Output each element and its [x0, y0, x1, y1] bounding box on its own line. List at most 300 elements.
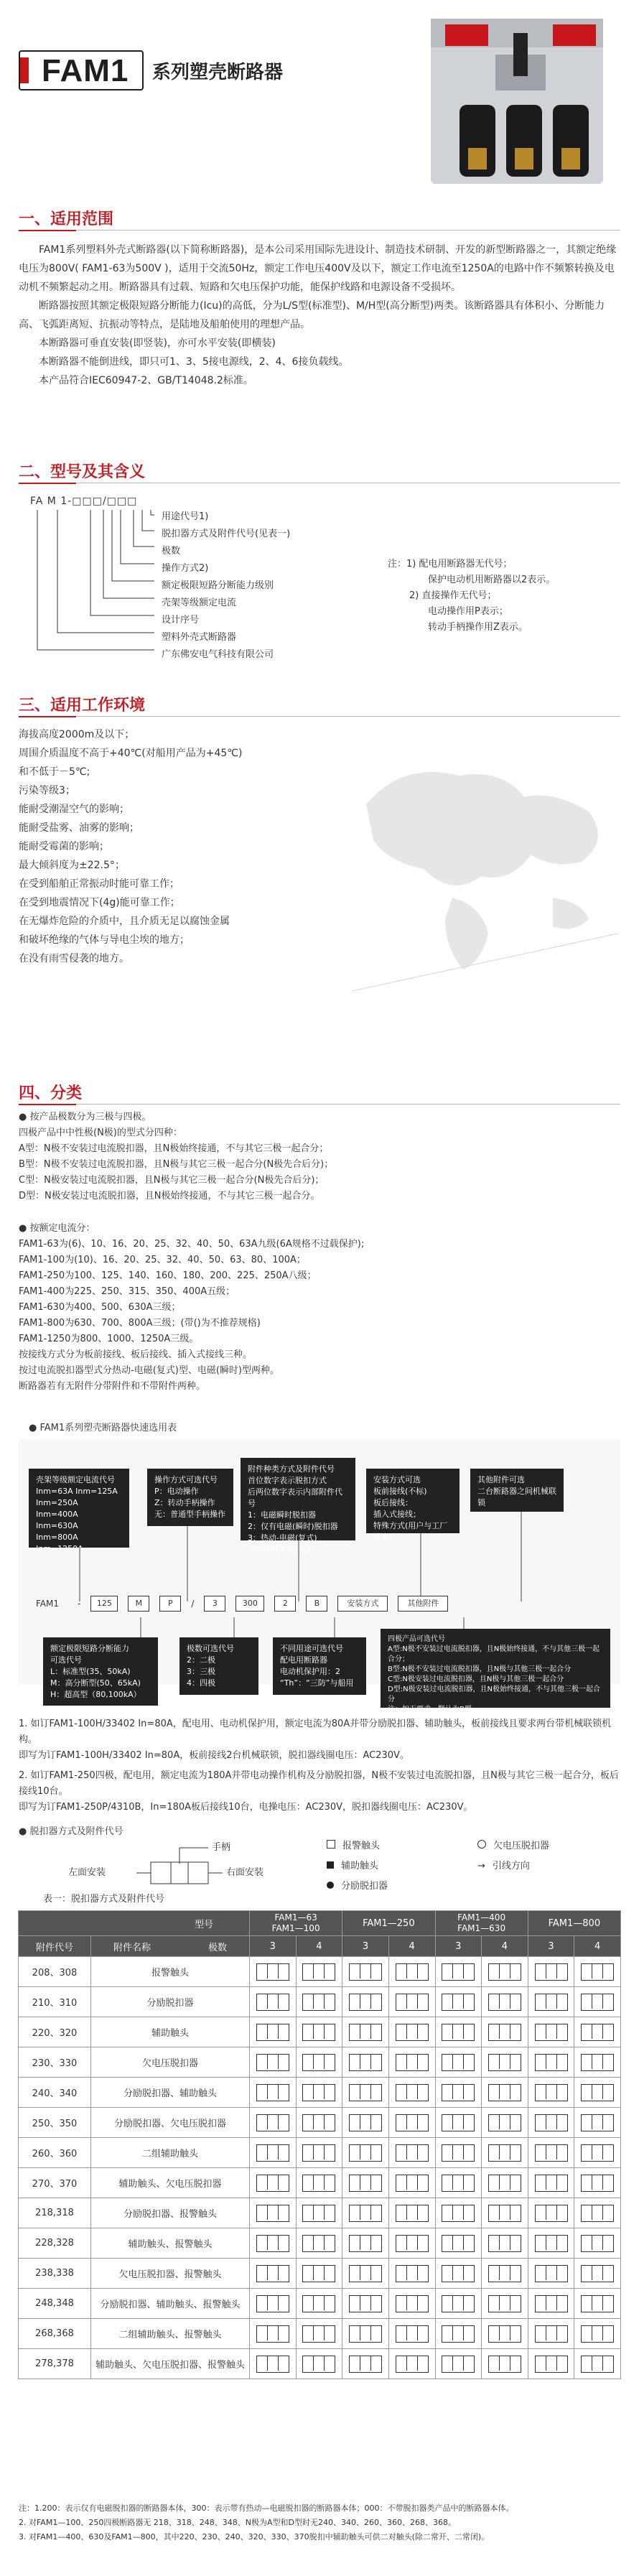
breaker-symbol-icon: [442, 2325, 475, 2343]
example-line: 1. 如订FAM1-100H/33402 In=80A，配电用、电动机保护用，额定电流为80A并带分励脱扣器、辅助触头，板前接线且要求两台带机械联锁机构。: [19, 1719, 612, 1745]
env-line: 在受到船舶正常振动时能可靠工作；: [19, 878, 179, 890]
breaker-symbol-icon: [302, 2114, 335, 2131]
accessory-symbol-cell: [528, 2349, 574, 2379]
class-line: ● 按产品极数分为三极与四极。: [19, 1112, 151, 1122]
paragraph: 本断路器可垂直安装(即竖装)，亦可水平安装(即横装): [39, 338, 276, 349]
accessory-symbol-cell: [574, 1957, 621, 1987]
breaker-symbol-icon: [535, 2265, 568, 2282]
accessory-symbol-cell: [296, 1957, 342, 1987]
breaker-symbol-icon: [256, 2356, 289, 2373]
breaker-symbol-icon: [256, 2114, 289, 2131]
class-line: 按过电流脱扣器型式分热动-电磁(复式)型、电磁(瞬时)型两种。: [19, 1365, 279, 1376]
accessory-name: 报警触头: [91, 1957, 250, 1987]
order-code-box: 300: [235, 1596, 264, 1612]
accessory-symbol-cell: [574, 2168, 621, 2198]
accessory-name: 辅助触头、报警触头: [91, 2228, 250, 2259]
breaker-symbol-icon: [302, 2024, 335, 2041]
accessory-symbol-cell: [528, 2259, 574, 2289]
class-line: FAM1-100为(10)、16、20、25、32、40、50、63、80、100A；: [19, 1255, 306, 1265]
breaker-symbol-icon: [488, 2325, 521, 2343]
accessory-symbol-cell: [528, 2319, 574, 2349]
table-header-pole: 4: [296, 1936, 342, 1957]
accessory-symbol-cell: [528, 2047, 574, 2078]
breaker-symbol-icon: [396, 2054, 429, 2071]
class-line: ● 按额定电流分：: [19, 1223, 95, 1234]
accessory-symbol-cell: [435, 1957, 482, 1987]
table-row: [19, 2259, 621, 2289]
order-examples: [19, 1716, 620, 1815]
breaker-symbol-icon: [535, 2205, 568, 2222]
accessory-symbol-cell: [435, 2198, 482, 2228]
breaker-symbol-icon: [488, 2144, 521, 2162]
model-code-bracket-lines: [29, 506, 158, 671]
example-line: 即写为订FAM1-100H/33402 In=80A，板前接线2台机械联锁，脱扣器线圈电压：AC230V。: [19, 1750, 409, 1761]
accessory-code: 238,338: [19, 2259, 91, 2289]
paragraph: 断路器按照其额定极限短路分断能力(Icu)的高低，分为L/S型(标准型)、M/H型(高分断型)两类。该断路器具有体积小、分断能力高、飞弧距离短、抗振动等特点，是陆地及船舶使用的理想产品。: [19, 300, 605, 330]
poles-classification: [19, 1110, 620, 1204]
breaker-symbol-icon: [442, 2114, 475, 2131]
accessory-symbol-cell: [574, 2047, 621, 2078]
table-row: [19, 2228, 621, 2259]
accessory-symbol-cell: [250, 1957, 297, 1987]
breaker-symbol-icon: [581, 2295, 614, 2312]
breaker-symbol-icon: [488, 2235, 521, 2252]
example-line: 即写为订FAM1-250P/4310B，In=180A板后接线10台，电操电压：AC230V，脱扣器线圈电压：AC230V。: [19, 1802, 473, 1813]
accessory-code: 210、310: [19, 1987, 91, 2017]
breaker-symbol-icon: [442, 2235, 475, 2252]
table-header-pole: 3: [342, 1936, 389, 1957]
accessory-symbol-cell: [342, 2198, 389, 2228]
breaker-symbol-icon: [535, 2325, 568, 2343]
breaker-symbol-icon: [396, 2235, 429, 2252]
accessory-symbol-cell: [388, 2349, 435, 2379]
accessory-symbol-cell: [482, 2047, 528, 2078]
accessory-code: 260、360: [19, 2138, 91, 2168]
accessory-code: 220、320: [19, 2017, 91, 2047]
accessory-symbol-cell: [388, 2138, 435, 2168]
right-install-label: 右面安装: [226, 1867, 264, 1878]
selection-chart-title: ● FAM1系列塑壳断路器快速选用表: [29, 1423, 177, 1433]
breaker-symbol-icon: [442, 2265, 475, 2282]
breaker-symbol-icon: [442, 2144, 475, 2162]
table-header-code: 附件代号: [19, 1936, 91, 1957]
accessory-symbol-cell: [388, 2228, 435, 2259]
breaker-symbol-icon: [256, 2295, 289, 2312]
model-code-notes: [388, 557, 555, 636]
accessory-symbol-cell: [388, 1957, 435, 1987]
breaker-symbol-icon: [488, 2356, 521, 2373]
code-item: 脱扣器方式及附件代号(见表一): [162, 529, 291, 539]
table-header-model-4: FAM1—800: [528, 1911, 620, 1936]
breaker-symbol-icon: [396, 2356, 429, 2373]
accessory-symbol-cell: [482, 1957, 528, 1987]
accessory-code: 278,378: [19, 2349, 91, 2379]
accessory-code: 230、330: [19, 2047, 91, 2078]
accessory-symbol-cell: [342, 2228, 389, 2259]
breaker-symbol-icon: [581, 1963, 614, 1981]
logo-text: FAM1: [42, 53, 129, 88]
accessory-symbol-cell: [296, 2198, 342, 2228]
order-code-box: 安装方式: [337, 1596, 388, 1612]
breaker-symbol-icon: [581, 2205, 614, 2222]
arrow-right-icon: →: [477, 1861, 485, 1871]
legend-lead-direction: → 引线方向: [477, 1861, 530, 1871]
accessory-name: 欠电压脱扣器、报警触头: [91, 2259, 250, 2289]
accessory-symbol-cell: [435, 2319, 482, 2349]
accessory-name: 二组辅助触头、报警触头: [91, 2319, 250, 2349]
table-header-pole: 4: [574, 1936, 621, 1957]
breaker-symbol-icon: [442, 1963, 475, 1981]
accessory-symbol-cell: [250, 2078, 297, 2108]
code-item: 极数: [162, 546, 181, 557]
breaker-symbol-icon: [256, 2325, 289, 2343]
installation-box: 安装方式可选 板前接线(不标) 板后接线： 插入式接线； 特殊方式(用户与工厂协商): [366, 1469, 460, 1533]
accessory-symbol-cell: [296, 2108, 342, 2138]
section-2-title: 二、型号及其含义: [19, 463, 146, 481]
table-header-pole: 4: [388, 1936, 435, 1957]
accessory-symbol-cell: [342, 2319, 389, 2349]
handle-label: 手柄: [212, 1842, 231, 1853]
breaker-symbol-icon: [396, 1994, 429, 2011]
poles-box: 极数可选代号 2：二极 3：三极 4：四极: [179, 1637, 258, 1695]
accessory-symbol-cell: [296, 2319, 342, 2349]
accessory-name: 欠电压脱扣器: [91, 2047, 250, 2078]
fam1-logo: [19, 50, 144, 90]
breaker-symbol-icon: [256, 2235, 289, 2252]
breaker-symbol-icon: [488, 2054, 521, 2071]
accessory-symbol-cell: [250, 2198, 297, 2228]
breaker-symbol-icon: [488, 2114, 521, 2131]
env-line: 能耐受潮湿空气的影响；: [19, 804, 129, 815]
breaker-symbol-icon: [535, 2114, 568, 2131]
accessory-symbol-cell: [342, 2168, 389, 2198]
env-line: 和破坏绝缘的气体与导电尘埃的地方；: [19, 934, 190, 946]
breaker-symbol-icon: [302, 1994, 335, 2011]
accessory-symbol-cell: [574, 2198, 621, 2228]
neutral-type-box: 四极产品可选代号 A型:N极不安装过电流脱扣器，且N极始终接通，不与其他三极一起合分； B型:N极不安装过电流脱扣器，且N极与其他三极一起合分 C型:N极安装过电流脱扣器，且N极与其他三极一起合分 D型:N极安装过电流脱扣器，且N极始终接通，不与其他三极一起合分 注：如无要求，默认为B型。: [381, 1629, 610, 1708]
breaker-symbol-icon: [302, 2054, 335, 2071]
accessory-symbol-cell: [342, 2138, 389, 2168]
accessory-diagram-title: ● 脱扣器方式及附件代号: [19, 1826, 123, 1837]
accessory-symbol-cell: [250, 2228, 297, 2259]
breaker-symbol-icon: [442, 2084, 475, 2101]
breaker-symbol-icon: [396, 2024, 429, 2041]
paragraph: 本断路器不能倒进线，即只可1、3、5接电源线，2、4、6接负载线。: [39, 356, 349, 368]
accessory-symbol-cell: [482, 2349, 528, 2379]
accessory-symbol-cell: [342, 2259, 389, 2289]
breaker-symbol-icon: [442, 2356, 475, 2373]
note-line: 2) 直接操作无代号；: [409, 590, 497, 601]
accessory-symbol-cell: [482, 2319, 528, 2349]
accessory-symbol-cell: [528, 2228, 574, 2259]
breaker-symbol-icon: [256, 2175, 289, 2192]
accessory-name: 辅助触头、欠电压脱扣器、报警触头: [91, 2349, 250, 2379]
accessory-symbol-cell: [574, 2017, 621, 2047]
operation-box: 操作方式可选代号 P：电动操作 Z：转动手柄操作 无：普通型手柄操作: [147, 1469, 233, 1526]
breaker-symbol-icon: [349, 2175, 382, 2192]
breaker-symbol-icon: [396, 2265, 429, 2282]
table-header-pole: 3: [250, 1936, 297, 1957]
table-header-name-poles: 附件名称 极数: [91, 1936, 250, 1957]
accessory-code: 208、308: [19, 1957, 91, 1987]
table-note: 2. 对FAM1—100、250四极断路器无 218、318、248、348、N极为A型和D型时无240、340、260、360、268、368。: [19, 2518, 456, 2527]
env-line: 在无爆炸危险的介质中，且介质无足以腐蚀金属: [19, 916, 230, 927]
table-header-pole: 4: [482, 1936, 528, 1957]
accessory-symbol-cell: [435, 2138, 482, 2168]
square-outline-icon: [327, 1840, 335, 1849]
accessory-name: 分励脱扣器、辅助触头: [91, 2078, 250, 2108]
accessory-symbol-cell: [296, 2289, 342, 2319]
table-row: [19, 1987, 621, 2017]
breaker-symbol-icon: [488, 1963, 521, 1981]
accessory-name: 分励脱扣器、欠电压脱扣器: [91, 2108, 250, 2138]
breaker-symbol-icon: [535, 2235, 568, 2252]
table-note: 注：1.200：表示仅有电磁脱扣器的断路器本体，300：表示带有热动—电磁脱扣器的断路器本体；000：不带脱扣器类产品中的断路器本体。: [19, 2503, 514, 2513]
table-row: [19, 2047, 621, 2078]
breaker-symbol-icon: [581, 1994, 614, 2011]
breaker-symbol-icon: [302, 1963, 335, 1981]
code-item: 广东佛安电气科技有限公司: [162, 649, 274, 660]
accessory-symbol-cell: [296, 2349, 342, 2379]
breaker-symbol-icon: [535, 2175, 568, 2192]
accessory-symbol-cell: [435, 2078, 482, 2108]
accessory-symbol-cell: [574, 2228, 621, 2259]
accessory-symbol-cell: [528, 2168, 574, 2198]
accessory-symbol-cell: [574, 1987, 621, 2017]
accessory-symbol-cell: [250, 2349, 297, 2379]
breaker-symbol-icon: [349, 2144, 382, 2162]
table-notes: [19, 2503, 620, 2543]
accessory-symbol-cell: [482, 1987, 528, 2017]
accessory-symbol-cell: [388, 2289, 435, 2319]
breaker-symbol-icon: [256, 1994, 289, 2011]
breaker-symbol-icon: [535, 1994, 568, 2011]
accessory-symbol-cell: [482, 2259, 528, 2289]
table-row: [19, 2108, 621, 2138]
class-line: FAM1-1250为800、1000、1250A三级。: [19, 1334, 199, 1344]
logo-accent: [20, 57, 29, 83]
page-title: 系列塑壳断路器: [152, 62, 284, 83]
breaker-symbol-icon: [349, 1994, 382, 2011]
legend-undervoltage: 欠电压脱扣器: [477, 1838, 549, 1854]
breaker-symbol-icon: [256, 2084, 289, 2101]
breaker-symbol-icon: [256, 2054, 289, 2071]
breaker-symbol-icon: [535, 1963, 568, 1981]
accessory-code: 250、350: [19, 2108, 91, 2138]
accessory-symbol-cell: [388, 2168, 435, 2198]
accessory-symbol-cell: [388, 2198, 435, 2228]
breaker-symbol-icon: [535, 2084, 568, 2101]
class-line: B型：N极不安装过电流脱扣器，且N极与其它三极一起合分(N极先合后分)；: [19, 1159, 334, 1170]
order-code-row: FAM1 - 125 M P / 3 300 2 B 安装方式 其他附件: [36, 1596, 448, 1612]
accessory-symbol-cell: [388, 2319, 435, 2349]
accessory-code: 218,318: [19, 2198, 91, 2228]
accessory-symbol-cell: [388, 2078, 435, 2108]
code-item: 用途代号1): [162, 511, 209, 522]
table-header-pole: 3: [435, 1936, 482, 1957]
breaker-symbol-icon: [488, 2265, 521, 2282]
accessory-name: 辅助触头: [91, 2017, 250, 2047]
circle-outline-icon: [477, 1840, 486, 1849]
breaker-symbol-icon: [256, 2024, 289, 2041]
breaker-symbol-icon: [488, 2295, 521, 2312]
breaker-symbol-icon: [442, 2205, 475, 2222]
section-3-body: [19, 725, 335, 968]
left-install-label: 左面安装: [68, 1867, 106, 1878]
breaker-symbol-icon: [581, 2054, 614, 2071]
breaker-symbol-icon: [302, 2325, 335, 2343]
accessory-symbol-cell: [528, 2078, 574, 2108]
breaker-symbol-icon: [396, 2325, 429, 2343]
breaker-product-image: [416, 4, 632, 191]
breaker-symbol-icon: [396, 2114, 429, 2131]
accessory-symbol-cell: [250, 2168, 297, 2198]
accessory-symbol-cell: [296, 2168, 342, 2198]
accessory-symbol-cell: [296, 2078, 342, 2108]
breaker-symbol-icon: [581, 2144, 614, 2162]
accessory-symbol-cell: [342, 2108, 389, 2138]
accessory-symbol-cell: [342, 2349, 389, 2379]
accessory-symbol-cell: [482, 2078, 528, 2108]
example-line: 2. 如订FAM1-250四极，配电用，额定电流为180A并带电动操作机构及分励脱扣器，N极不安装过电流脱扣器，且N极与其它三极一起合分，板后接线10台。: [19, 1770, 619, 1797]
breaker-symbol-icon: [256, 2265, 289, 2282]
note-line: 转动手柄操作用Z表示。: [428, 622, 528, 633]
env-line: 海拔高度2000m及以下；: [19, 729, 135, 740]
breaker-symbol-icon: [396, 2295, 429, 2312]
code-item: 塑料外壳式断路器: [162, 632, 237, 643]
breaker-symbol-icon: [442, 2054, 475, 2071]
class-line: 四极产品中中性极(N极)的型式分四种：: [19, 1127, 182, 1138]
accessory-symbol-cell: [482, 2228, 528, 2259]
env-line: 能耐受盐雾、油雾的影响；: [19, 822, 139, 834]
breaker-symbol-icon: [302, 2265, 335, 2282]
class-line: D型：N极安装过电流脱扣器，且N极始终接通，不与其它三极一起合分。: [19, 1191, 320, 1201]
accessory-symbol-cell: [388, 2259, 435, 2289]
square-filled-icon: [327, 1861, 334, 1869]
accessory-code: 248,348: [19, 2289, 91, 2319]
section-1-body: [19, 241, 620, 390]
section-1-rule: [19, 230, 76, 231]
breaker-symbol-icon: [581, 2325, 614, 2343]
table-header-pole: 3: [528, 1936, 574, 1957]
accessory-symbol-cell: [435, 1987, 482, 2017]
accessory-symbol-cell: [250, 2259, 297, 2289]
class-line: FAM1-400为225、250、315、350、400A五级；: [19, 1286, 235, 1297]
accessory-symbol-cell: [342, 2047, 389, 2078]
env-line: 周围介质温度不高于+40℃(对船用产品为+45℃): [19, 748, 243, 759]
accessory-name: 二组辅助触头: [91, 2138, 250, 2168]
section-3-title: 三、适用工作环境: [19, 697, 146, 715]
order-code-box: M: [128, 1596, 149, 1612]
accessory-symbol-cell: [574, 2259, 621, 2289]
accessory-symbol-cell: [435, 2259, 482, 2289]
breaker-symbol-icon: [302, 2356, 335, 2373]
breaker-symbol-icon: [256, 2205, 289, 2222]
accessory-symbol-cell: [528, 2198, 574, 2228]
breaker-symbol-icon: [442, 2175, 475, 2192]
breaker-symbol-icon: [349, 2295, 382, 2312]
breaker-symbol-icon: [302, 2235, 335, 2252]
accessory-symbol-cell: [528, 2289, 574, 2319]
accessory-symbol-cell: [435, 2168, 482, 2198]
accessory-name: 分励脱扣器: [91, 1987, 250, 2017]
other-accessory-box: 其他附件可选 二台断路器之间机械联锁: [470, 1469, 564, 1512]
class-line: C型：N极安装过电流脱扣器，且N极与其它三极一起合分(N极先合后分)；: [19, 1175, 325, 1186]
accessory-symbol-cell: [296, 1987, 342, 2017]
breaker-symbol-icon: [302, 2084, 335, 2101]
breaker-symbol-icon: [535, 2144, 568, 2162]
accessory-symbol-cell: [435, 2017, 482, 2047]
accessory-symbol-cell: [388, 2017, 435, 2047]
breaker-symbol-icon: [442, 2024, 475, 2041]
legend-alarm: 报警触头: [327, 1838, 380, 1854]
breaker-symbol-icon: [581, 2084, 614, 2101]
class-line: 断路器若有无附件分带附件和不带附件两种。: [19, 1381, 206, 1392]
table-header-model-1: FAM1—63 FAM1—100: [250, 1911, 342, 1936]
accessory-symbol-cell: [296, 2017, 342, 2047]
accessory-symbol-cell: [435, 2047, 482, 2078]
note-line: 保护电动机用断路器以2表示。: [428, 575, 556, 585]
table-caption: 表一：脱扣器方式及附件代号: [43, 1894, 165, 1905]
accessory-name: 分励脱扣器、报警触头: [91, 2198, 250, 2228]
table-row: [19, 2349, 621, 2379]
accessory-table: [18, 1910, 621, 2379]
accessory-symbol-cell: [250, 2319, 297, 2349]
accessory-symbol-cell: [574, 2289, 621, 2319]
accessory-symbol-cell: [250, 1987, 297, 2017]
breaker-symbol-icon: [349, 2235, 382, 2252]
circle-filled-icon: [327, 1882, 334, 1889]
env-line: 和不低于－5℃;: [19, 766, 90, 778]
accessory-box: 附件种类方式及附件代号 首位数字表示脱扣方式 后两位数字表示内部附件代号 1：电磁瞬时脱扣器 2：仅有电磁(瞬时)脱扣器 3：热动-电磁(复式) 与附件代号(见表1): [241, 1458, 355, 1540]
breaker-symbol-icon: [488, 2084, 521, 2101]
accessory-code: 270、370: [19, 2168, 91, 2198]
frame-current-box: 壳架等级额定电流代号 Inm=63A Inm=125A Inm=250A Inm=400A Inm=630A Inm=800A Inm=1250A: [29, 1469, 129, 1548]
accessory-symbol-cell: [342, 2017, 389, 2047]
breaker-symbol-icon: [488, 2175, 521, 2192]
breaker-symbol-icon: [349, 2356, 382, 2373]
breaker-symbol-icon: [581, 2175, 614, 2192]
paragraph: 本产品符合IEC60947-2、GB/T14048.2标准。: [39, 375, 253, 386]
table-row: [19, 2198, 621, 2228]
accessory-symbol-cell: [342, 2289, 389, 2319]
section-1-title: 一、适用范围: [19, 210, 114, 228]
accessory-symbol-cell: [342, 1957, 389, 1987]
usage-box: 不同用途可选代号 配电用断路器 电动机保护用：2 “Th”：“三防”与船用: [273, 1637, 366, 1695]
breaker-symbol-icon: [535, 2356, 568, 2373]
accessory-symbol-cell: [250, 2047, 297, 2078]
accessory-symbol-cell: [388, 1987, 435, 2017]
code-item: 设计序号: [162, 615, 200, 626]
breaker-symbol-icon: [349, 1963, 382, 1981]
accessory-symbol-cell: [250, 2108, 297, 2138]
accessory-symbol-cell: [435, 2108, 482, 2138]
accessory-symbol-cell: [435, 2228, 482, 2259]
accessory-symbol-cell: [388, 2108, 435, 2138]
table-header-model-3: FAM1—400 FAM1—630: [435, 1911, 528, 1936]
breaker-symbol-icon: [488, 2205, 521, 2222]
breaker-symbol-icon: [349, 2114, 382, 2131]
breaker-symbol-icon: [396, 2084, 429, 2101]
accessory-symbol-cell: [482, 2198, 528, 2228]
order-code-box: B: [306, 1596, 327, 1612]
section-4-title: 四、分类: [19, 1084, 83, 1102]
accessory-symbol-cell: [435, 2289, 482, 2319]
env-line: 污染等级3；: [19, 785, 75, 796]
breaker-symbol-icon: [396, 1963, 429, 1981]
env-line: 能耐受霉菌的影响；: [19, 841, 109, 852]
accessory-symbol-cell: [296, 2047, 342, 2078]
